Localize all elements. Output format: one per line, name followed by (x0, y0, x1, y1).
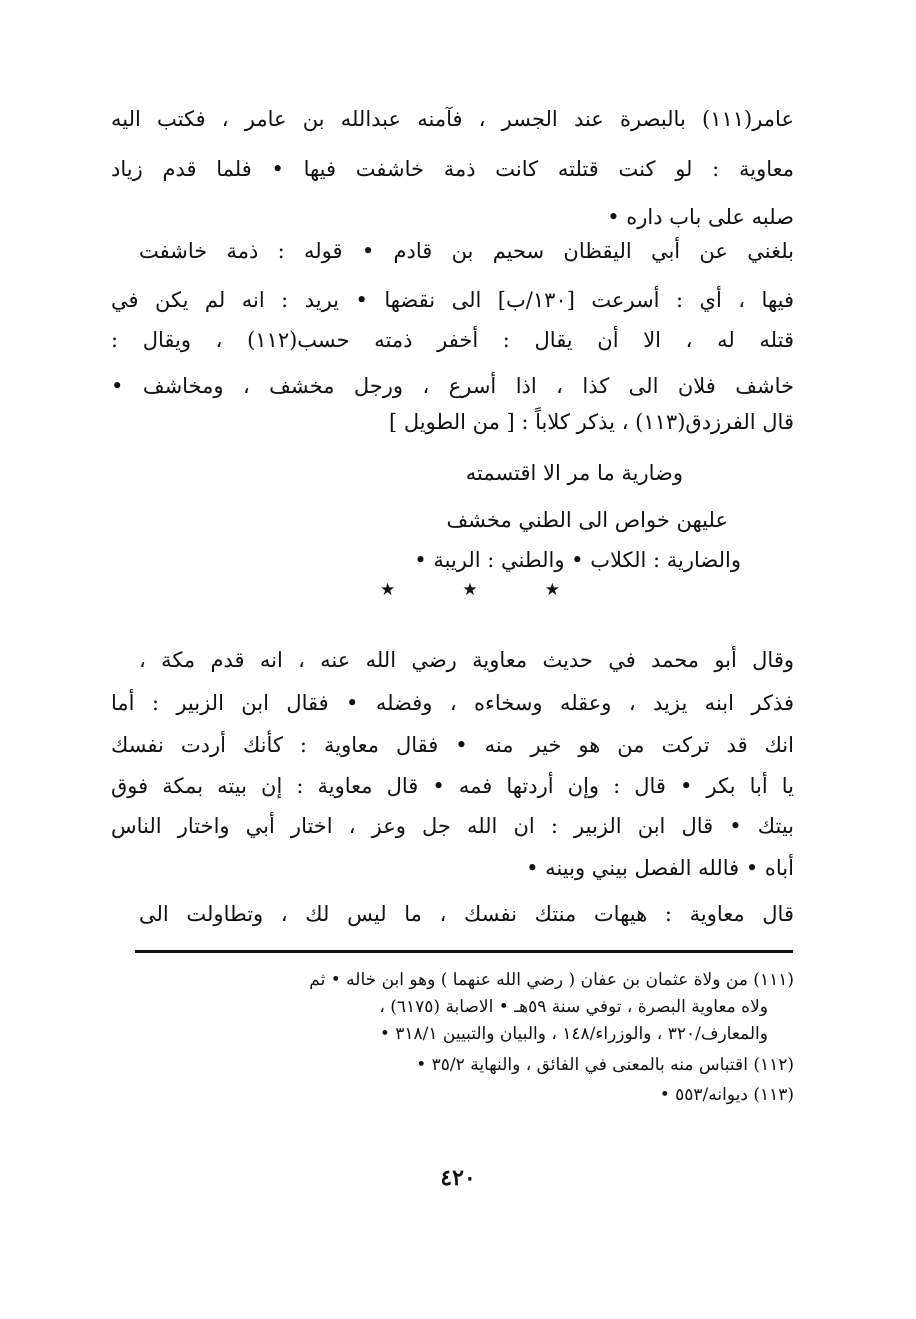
text-line: أباه • فالله الفصل بيني وبينه • (526, 856, 794, 880)
text-line: وقال أبو محمد في حديث معاوية رضي الله عنه ، انه قدم مكة ، (139, 648, 794, 672)
gloss-line: والضارية : الكلاب • والطني : الريبة • (414, 548, 741, 572)
star-icon: ★ (462, 580, 478, 600)
footnote-line: (١١١) من ولاة عثمان بن عفان ( رضي الله عنهما ) وهو ابن خاله • ثم (309, 970, 794, 990)
page-number: ٤٢٠ (440, 1165, 476, 1191)
text-line: قتله له ، الا أن يقال : أخفر ذمته حسب(١١٢) ، ويقال : (111, 328, 794, 352)
text-line: انك قد تركت من هو خير منه • فقال معاوية : كأنك أردت نفسك (111, 733, 794, 757)
text-line: يا أبا بكر • قال : وإن أردتها فمه • قال معاوية : إن بيته بمكة فوق (111, 774, 794, 798)
text-line: صلبه على باب داره • (607, 205, 794, 229)
footnote-line: (١١٢) اقتباس منه بالمعنى في الفائق ، والنهاية ٣٥/٢ • (416, 1055, 794, 1075)
poem-verse-1: وضارية ما مر الا اقتسمته (465, 461, 683, 485)
footnote-line: ولاه معاوية البصرة ، توفي سنة ٥٩هـ • الاصابة (٦١٧٥) ، (379, 997, 768, 1017)
text-line: بيتك • قال ابن الزبير : ان الله جل وعز ، اختار أبي واختار الناس (111, 814, 794, 838)
text-line: خاشف فلان الى كذا ، اذا أسرع ، ورجل مخشف ، ومخاشف • (111, 374, 794, 398)
text-line: قال معاوية : هيهات منتك نفسك ، ما ليس لك ، وتطاولت الى (139, 902, 794, 926)
section-divider (380, 580, 560, 600)
poem-verse-2: عليهن خواص الى الطني مخشف (446, 508, 728, 532)
text-line: فيها ، أي : أسرعت [١٣٠/ب] الى نقضها • يريد : انه لم يكن في (111, 288, 794, 312)
footnote-divider (135, 950, 793, 953)
text-line: فذكر ابنه يزيد ، وعقله وسخاءه ، وفضله • فقال ابن الزبير : أما (111, 691, 794, 715)
text-line: بلغني عن أبي اليقظان سحيم بن قادم • قوله : ذمة خاشفت (139, 239, 794, 263)
text-line: معاوية : لو كنت قتلته كانت ذمة خاشفت فيها • فلما قدم زياد (111, 157, 794, 181)
star-icon: ★ (544, 580, 560, 600)
text-line: قال الفرزدق(١١٣) ، يذكر كلاباً : [ من الطويل ] (389, 410, 794, 434)
text-line: عامر(١١١) بالبصرة عند الجسر ، فآمنه عبدالله بن عامر ، فكتب اليه (111, 107, 794, 131)
footnote-line: والمعارف/٣٢٠ ، والوزراء/١٤٨ ، والبيان والتبيين ٣١٨/١ • (379, 1024, 768, 1044)
star-icon: ★ (380, 580, 396, 600)
footnote-line: (١١٣) ديوانه/٥٥٣ • (659, 1085, 794, 1105)
